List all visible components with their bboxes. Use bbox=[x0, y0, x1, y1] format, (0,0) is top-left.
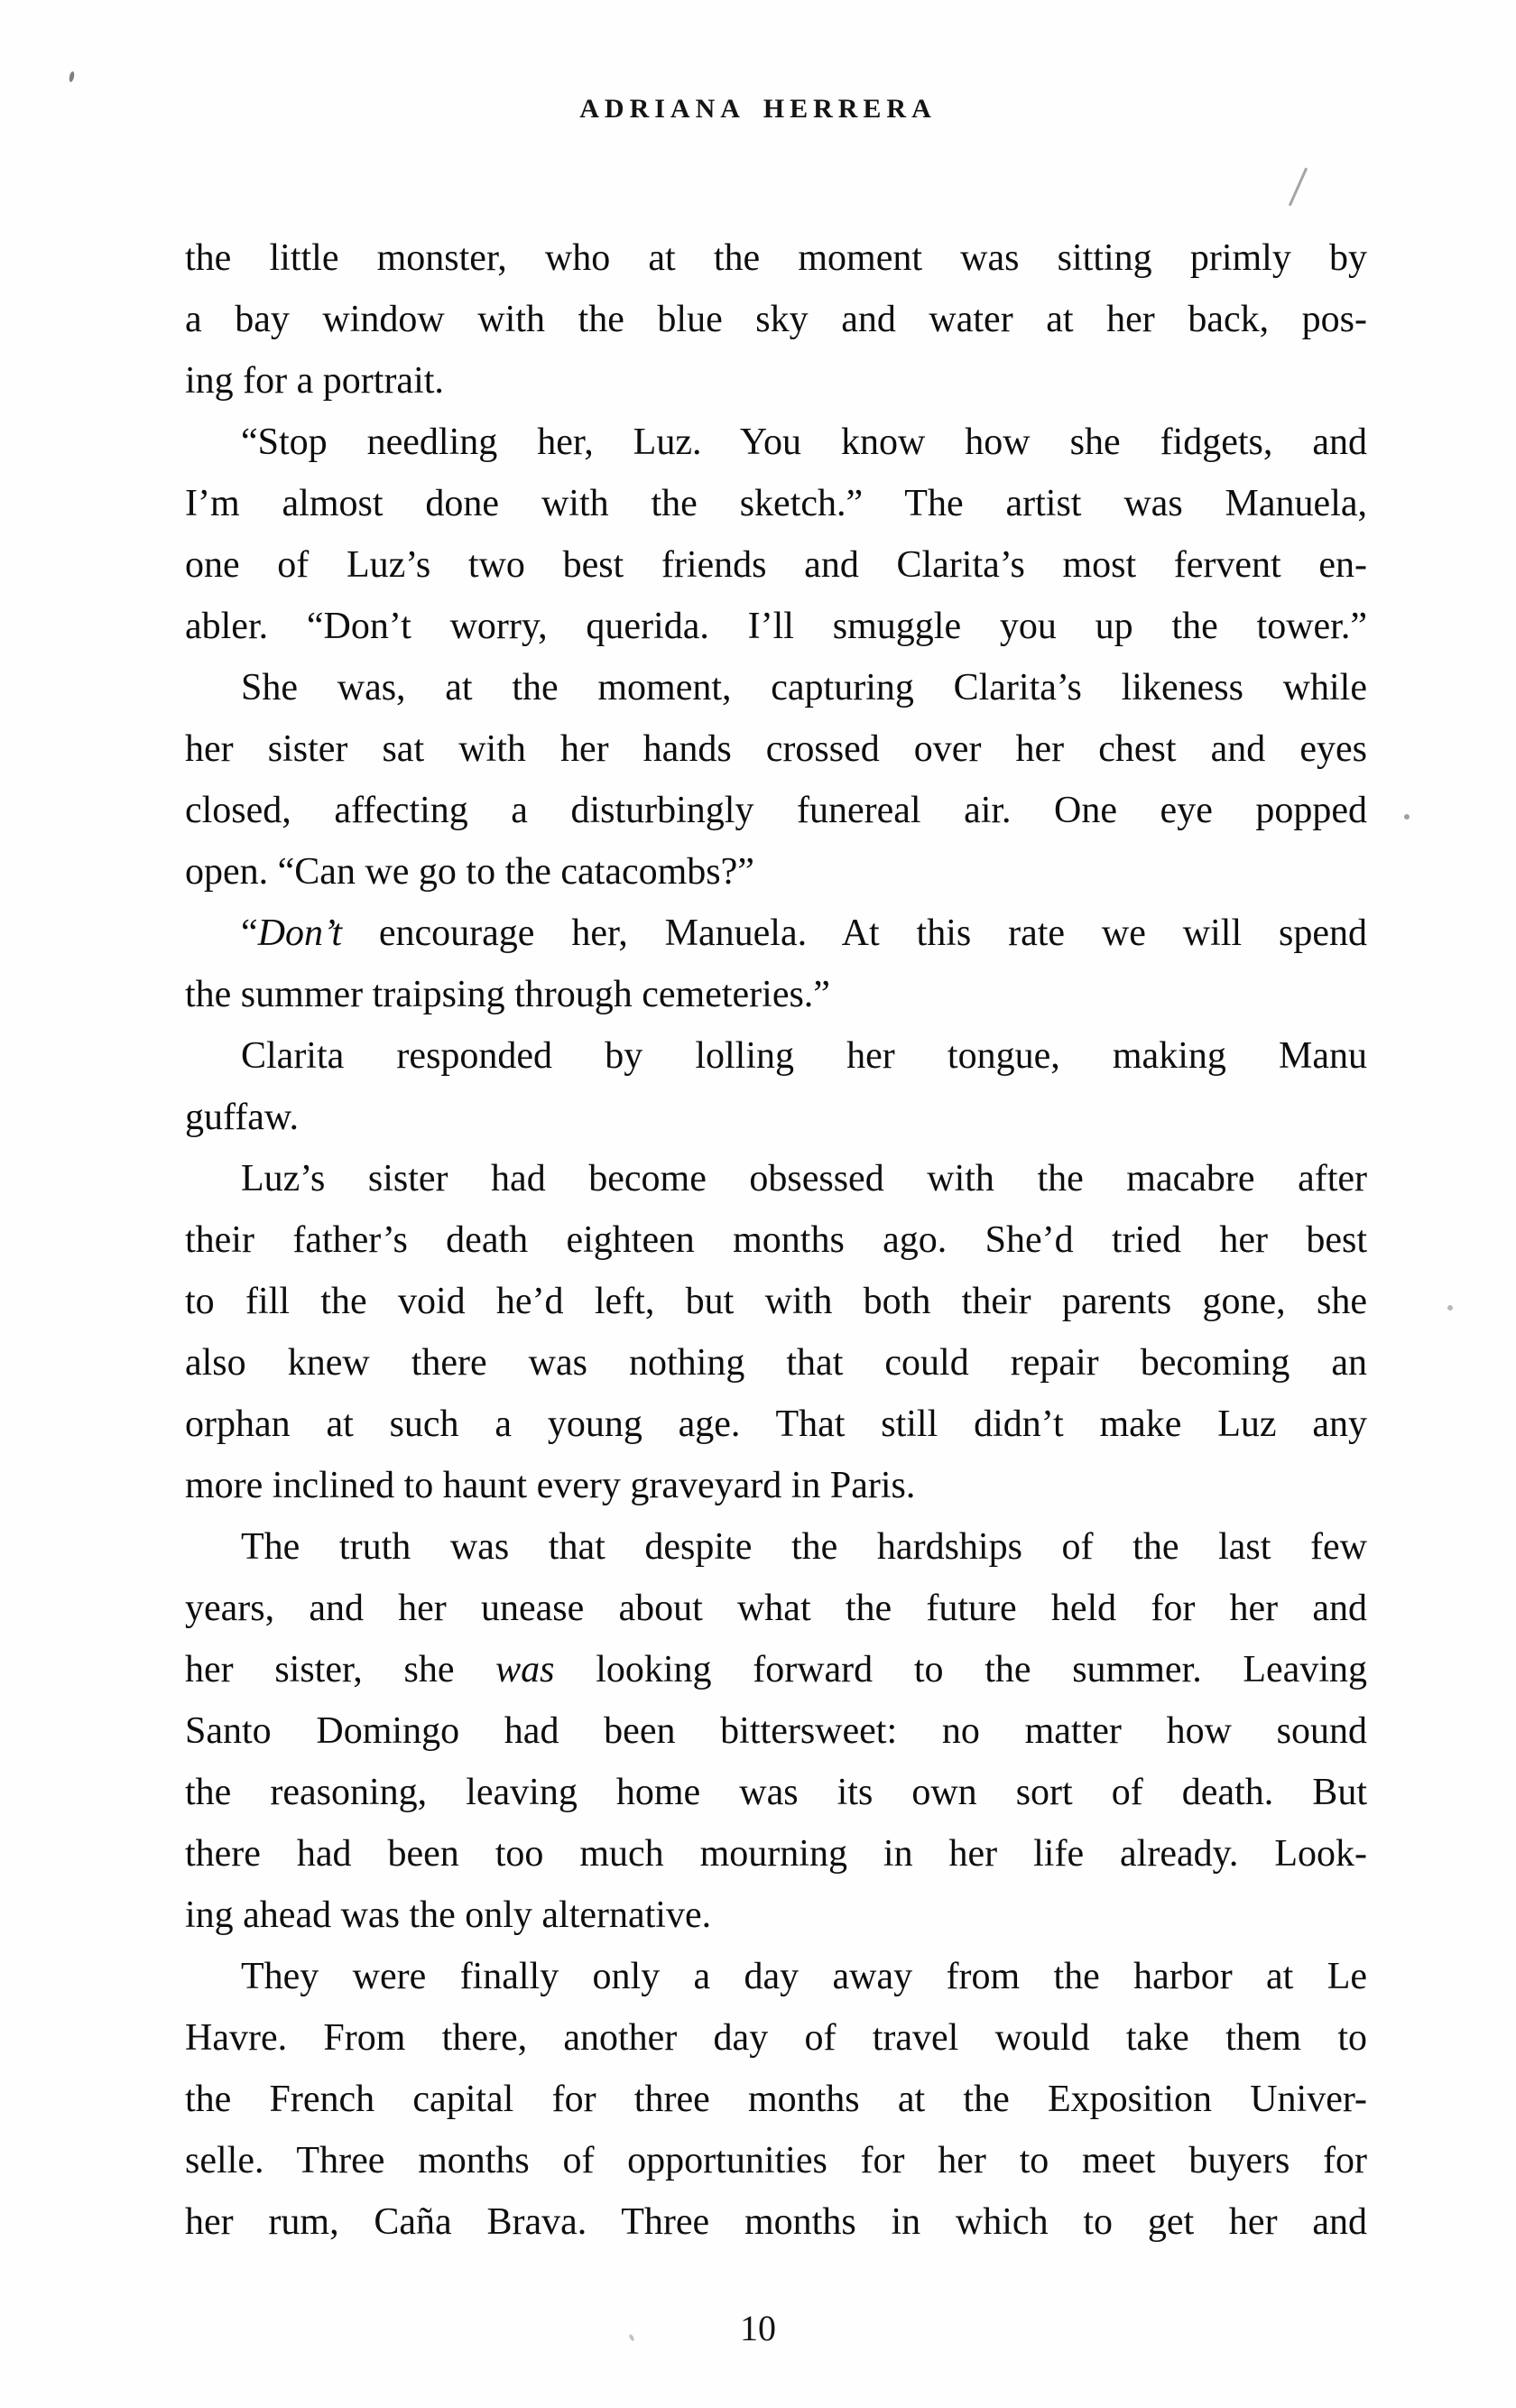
text-line: the reasoning, leaving home was its own sort of death. But bbox=[185, 1772, 1367, 1813]
text-line: their father’s death eighteen months ago. She’d tried her best bbox=[185, 1219, 1367, 1261]
page-number: 10 bbox=[740, 2308, 776, 2348]
scan-slash-mark bbox=[1289, 167, 1308, 206]
scan-speck bbox=[69, 71, 75, 83]
text-line: Santo Domingo had been bittersweet: no matter how sound bbox=[185, 1710, 1367, 1752]
text-line: her sister, she was looking forward to the summer. Leaving bbox=[185, 1649, 1367, 1690]
text-line: orphan at such a young age. That still didn’t make Luz any bbox=[185, 1403, 1367, 1445]
text-line: years, and her unease about what the future held for her and bbox=[185, 1588, 1367, 1629]
text-line: selle. Three months of opportunities for her to meet buyers for bbox=[185, 2140, 1367, 2181]
text-line: Clarita responded by lolling her tongue, making Manu bbox=[241, 1035, 1367, 1077]
text-line: open. “Can we go to the catacombs?” bbox=[185, 851, 754, 893]
text-line: I’m almost done with the sketch.” The artist was Manuela, bbox=[185, 483, 1367, 524]
text-line: closed, affecting a disturbingly funereal air. One eye popped bbox=[185, 790, 1367, 831]
text-line: one of Luz’s two best friends and Clarita’s most fervent en- bbox=[185, 544, 1367, 586]
text-line: They were finally only a day away from the harbor at Le bbox=[241, 1956, 1367, 1997]
text-line: there had been too much mourning in her life already. Look- bbox=[185, 1833, 1367, 1875]
scan-speck bbox=[1404, 814, 1410, 820]
text-line: more inclined to haunt every graveyard in Paris. bbox=[185, 1465, 916, 1506]
text-line: the French capital for three months at the Exposition Univer- bbox=[185, 2079, 1367, 2120]
text-line: a bay window with the blue sky and water at her back, pos- bbox=[185, 299, 1367, 340]
text-line: the summer traipsing through cemeteries.” bbox=[185, 974, 830, 1015]
text-line: the little monster, who at the moment was sitting primly by bbox=[185, 237, 1367, 279]
running-head-author: ADRIANA HERRERA bbox=[579, 94, 937, 124]
text-line: ing ahead was the only alternative. bbox=[185, 1894, 712, 1936]
text-line: “Stop needling her, Luz. You know how she fidgets, and bbox=[241, 421, 1367, 463]
text-line: guffaw. bbox=[185, 1097, 299, 1138]
text-line: also knew there was nothing that could repair becoming an bbox=[185, 1342, 1367, 1384]
text-line: The truth was that despite the hardships of the last few bbox=[241, 1526, 1367, 1568]
text-line: “Don’t encourage her, Manuela. At this rate we will spend bbox=[241, 912, 1367, 954]
text-line: ing for a portrait. bbox=[185, 360, 444, 402]
text-line: She was, at the moment, capturing Clarita’s likeness while bbox=[241, 667, 1367, 709]
text-line: abler. “Don’t worry, querida. I’ll smuggle you up the tower.” bbox=[185, 606, 1367, 647]
text-line: Havre. From there, another day of travel would take them to bbox=[185, 2017, 1367, 2059]
text-line: her sister sat with her hands crossed over her chest and eyes bbox=[185, 728, 1367, 770]
text-line: to fill the void he’d left, but with both their parents gone, she bbox=[185, 1281, 1367, 1322]
scan-speck bbox=[1447, 1305, 1453, 1311]
text-line: her rum, Caña Brava. Three months in which to get her and bbox=[185, 2201, 1367, 2243]
body-text bbox=[185, 227, 1367, 2253]
text-line: Luz’s sister had become obsessed with the macabre after bbox=[241, 1158, 1367, 1199]
